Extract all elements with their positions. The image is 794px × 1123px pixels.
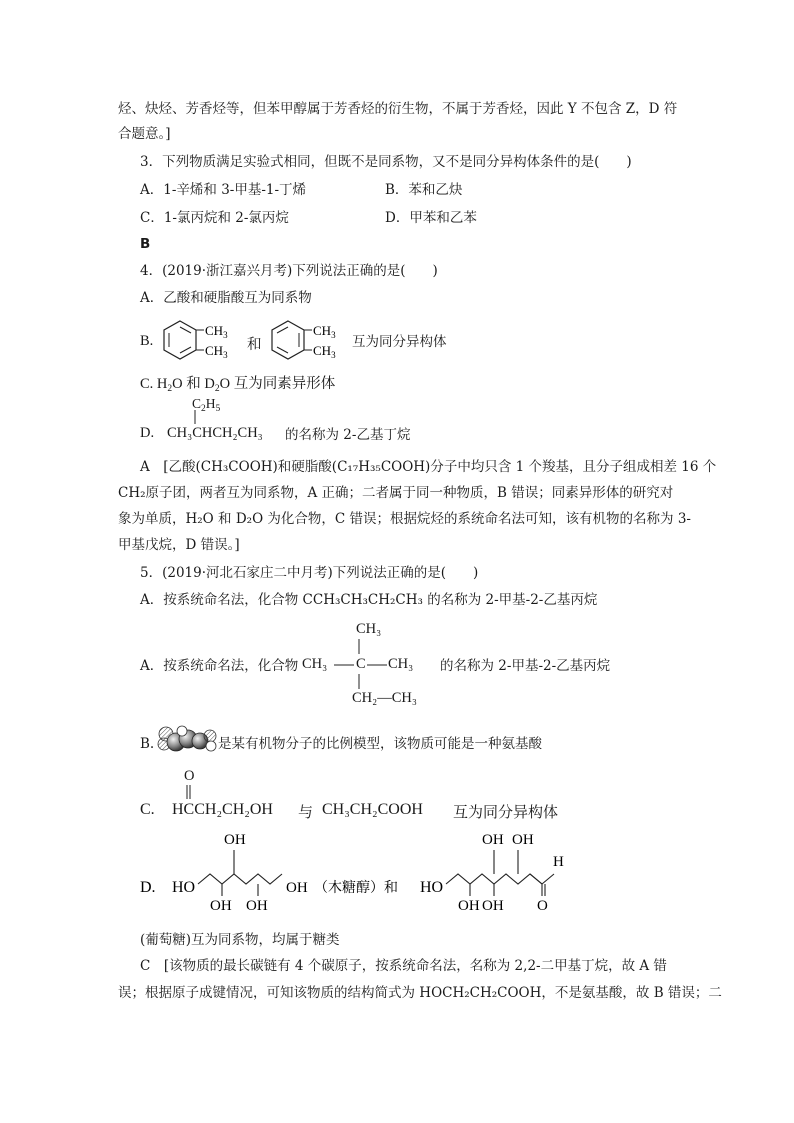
q5-option-b-label: B. [140,736,155,752]
q4-option-d-formula: CH₃CHCH₂CH₃ [167,425,263,441]
ortho-xylene-kekule-structure [268,318,348,364]
svg-text:H: H [553,854,564,870]
svg-text:O: O [537,898,548,914]
q4-option-b-label: B. [140,333,154,349]
svg-text:HO: HO [172,879,196,896]
svg-text:CH3: $CH_3$ [205,323,228,340]
ortho-xylene-structure [160,318,240,364]
svg-text:OH: OH [458,898,480,914]
question-5-stem: 5．(2019·河北石家庄二中月考)下列说法正确的是( ) [140,565,479,581]
q4-option-b-text: 互为同分异构体 [352,334,447,350]
question-3-stem: 3．下列物质满足实验式相同，但既不是同系物，又不是同分异构体条件的是( ) [140,154,632,170]
q5-a-prefix: A．按系统命名法，化合物 [140,658,299,674]
q4-option-d-label: D. [140,425,155,441]
q5-a-left-methyl: CH₃ [302,656,328,672]
q5-c-carbonyl-o: O [184,768,195,784]
horizontal-bond-right [367,664,389,668]
q3-answer: B [140,236,151,252]
svg-text:OH: OH [482,832,504,848]
q4-answer: CH₂原子团，两者互为同系物，A 正确；二者属于同一种物质，B 错误；同素异形体的研究对 [118,485,674,501]
q5-c-and: 与 [298,805,314,821]
q3-option-c: C．1-氯丙烷和 2-氯丙烷 [140,210,289,226]
svg-text:OH: OH [286,880,308,896]
xylitol-and-glucose-structures [140,826,580,922]
svg-text:CH3: $CH_3$ [205,343,228,360]
q3-option-a: A．1-辛烯和 3-甲基-1-丁烯 [140,182,307,198]
q5-a-right-methyl: CH₃ [388,656,414,672]
q5-c-formula-1: HCCH₂CH₂OH [172,801,273,818]
q5-a-suffix: 的名称为 2-甲基-2-乙基丙烷 [440,658,611,674]
text-line: 烃、炔烃、芳香烃等，但苯甲醇属于芳香烃的衍生物，不属于芳香烃，因此 Y 不包含 Z，D 符 [118,101,678,117]
svg-text:OH: OH [210,898,232,914]
q5-option-a-text: A．按系统命名法，化合物 CCH₃CH₃CH₂CH₃ 的名称为 2-甲基-2-乙基丙烷 [140,592,598,608]
question-4-stem: 4．(2019·浙江嘉兴月考)下列说法正确的是( ) [140,263,438,279]
q3-option-d: D．甲苯和乙苯 [385,210,477,226]
svg-text:D.: D. [140,879,156,896]
branch-bond [194,410,198,426]
svg-text:HO: HO [420,879,444,896]
q4-option-d-branch: $C_2H_5$ [192,396,221,414]
q4-option-d-text: 的名称为 2-乙基丁烷 [285,427,411,443]
svg-text:（木糖醇）和: （木糖醇）和 [314,881,398,896]
svg-text:CH3: $CH_3$ [313,323,336,340]
q4-answer: 甲基戊烷，D 错误。] [118,537,240,553]
svg-text:OH: OH [512,832,534,848]
vertical-bond-bottom [358,674,362,690]
q5-a-ethyl: CH₂—CH₃ [352,690,417,706]
q4-answer: 象为单质，H₂O 和 D₂O 为化合物，C 错误；根据烷烃的系统命名法可知，该有机物的名称为 3- [118,511,691,527]
svg-text:OH: OH [246,898,268,914]
svg-text:CH3: $CH_3$ [313,343,336,360]
svg-text:OH: OH [482,898,504,914]
q5-option-d-text: (葡萄糖)互为同系物，均属于糖类 [140,932,340,948]
q4-option-b-and: 和 [247,337,262,353]
q4-option-a: A．乙酸和硬脂酸互为同系物 [140,290,312,306]
q5-a-top-methyl: CH₃ [356,621,382,637]
q5-option-b-text: 是某有机物分子的比例模型，该物质可能是一种氨基酸 [218,736,542,752]
vertical-bond-top [358,639,362,655]
q5-option-c-label: C. [140,801,155,818]
q5-answer: 误；根据原子成键情况，可知该物质的结构简式为 HOCH₂CH₂COOH，不是氨基酸，故 B 错误；二 [118,985,722,1001]
q4-option-c: C. $H_2O$ 和 $D_2O$ 互为同素异形体 [140,376,336,394]
horizontal-bond-left [334,664,356,668]
q5-a-central-carbon: C [356,656,366,672]
svg-text:OH: OH [224,832,246,848]
q3-option-b: B．苯和乙炔 [385,182,463,198]
q5-c-text: 互为同分异构体 [453,805,559,821]
q5-c-formula-2: CH₃CH₂COOH [322,801,423,818]
q5-answer: C [该物质的最长碳链有 4 个碳原子，按系统命名法，名称为 2,2-二甲基丁烷，故 A 错 [140,958,667,974]
space-filling-model-image [156,726,218,754]
text-line: 合题意。] [118,126,171,142]
carbonyl-double-bond [186,785,192,801]
q4-answer: A [乙酸(CH₃COOH)和硬脂酸(C₁₇H₃₅COOH)分子中均只含 1 个羧基，且分子组成相差 16 个 [140,459,717,475]
